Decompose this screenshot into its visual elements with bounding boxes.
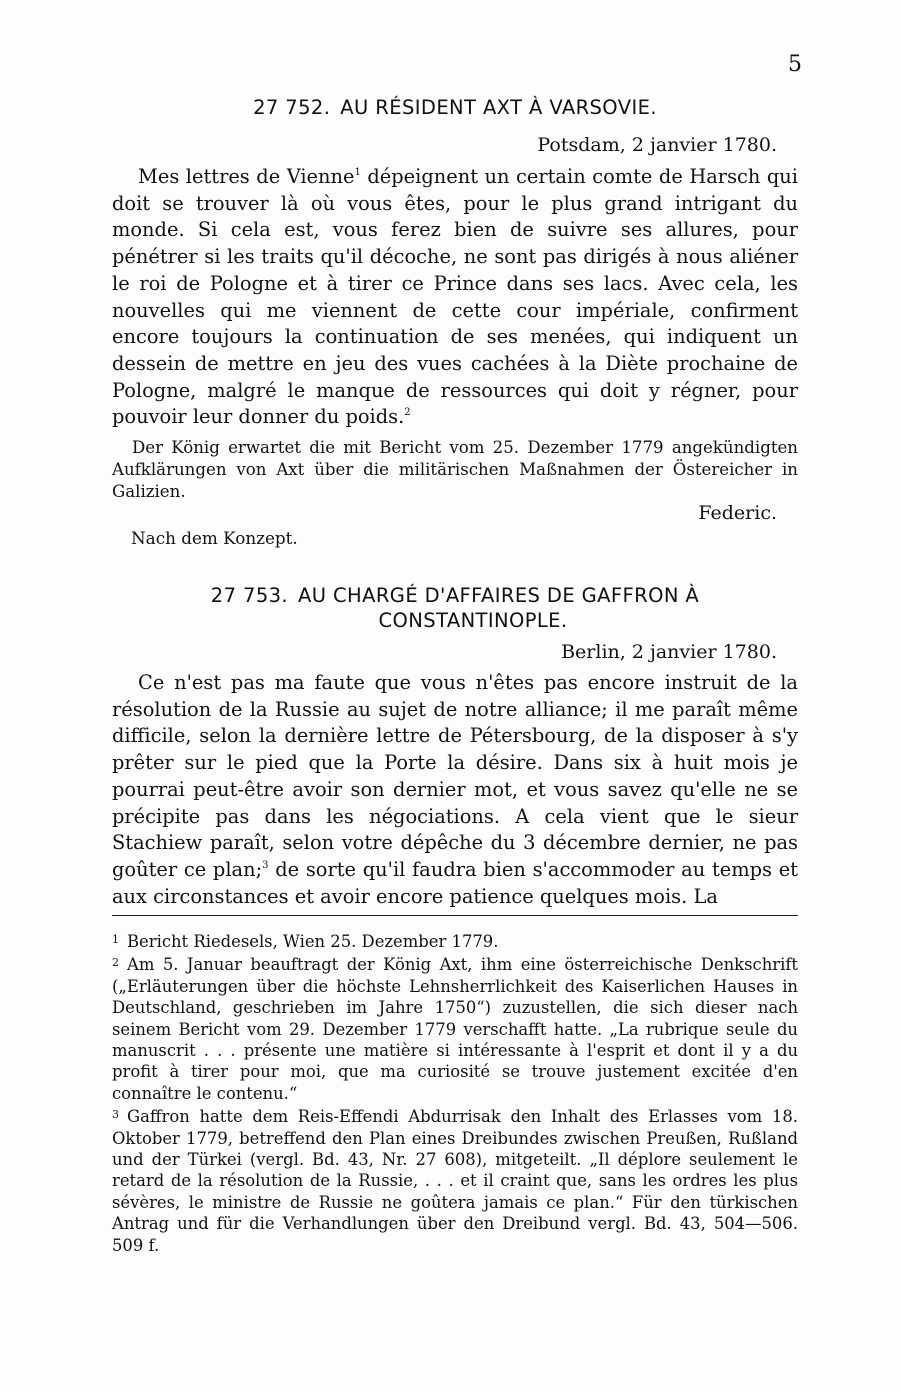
body-text: Ce n'est pas ma faute que vous n'êtes pas encore instruit de la résolution de la Russie au sujet de notre alliance; il me paraît même difficile, selon la dernière lettre de Pétersbourg, de la disposer à s'y prêter sur le pied que la Porte la désire. Dans six à huit mois je pourrai peut-être avoir son dernier mot, et vous savez qu'elle ne se précipite pas dans les négociations. A cela vient que le sieur Stachiew paraît, selon votre dépêche du 3 décembre dernier, ne pas goûter ce plan; xyxy=(112,671,798,881)
footnotes xyxy=(112,929,798,1256)
source-note: Nach dem Konzept. xyxy=(131,528,298,548)
footnote-ref: 3 xyxy=(262,859,269,871)
body-text: Mes lettres de Vienne xyxy=(138,165,355,188)
summary-text: Der König erwartet die mit Bericht vom 25. Dezember 1779 angekündigten Aufklärungen von Axt über die militärischen Maßnahmen der Östereicher in Galizien. xyxy=(112,438,798,501)
footnote-text: Bericht Riedesels, Wien 25. Dezember 1779. xyxy=(127,932,499,951)
body-text: dépeignent un certain comte de Harsch qui doit se trouver là où vous êtes, pour le plus grand intrigant du monde. Si cela est, vous ferez bien de suivre ses allures, pour pénétrer si les traits qu'il décoche, ne sont pas dirigés à nous aliéner le roi de Pologne et à tirer ce Prince dans ses lacs. Avec cela, les nouvelles qui me viennent de cette cour impériale, confirment encore toujours la continuation de ses menées, qui indiquent un dessein de mettre en jeu des vues cachées à la Diète prochaine de Pologne, malgré le manque de ressources qui doit y régner, pour pouvoir leur donner du poids. xyxy=(112,165,798,429)
footnote-text: Am 5. Januar beauftragt der König Axt, ihm eine österreichische Denkschrift („Erläuterungen über die höchste Lehnsherrlichkeit des Kaiserlichen Hauses in Deutschland, geschrieben im Jahre 1750“) zuzustellen, die sich dieser nach seinem Bericht vom 29. Dezember 1779 verschafft hatte. „La rubrique seule du manuscrit . . . présente une matière si intéressante à l'esprit et dont il y a du profit à tirer pour moi, que ma curiosité se trouve justement excitée d'en connaître le contenu.“ xyxy=(112,955,798,1103)
page-number: 5 xyxy=(788,52,802,77)
letter-heading-27753 xyxy=(110,584,800,632)
letter-title-line2: CONSTANTINOPLE. xyxy=(378,609,568,632)
signature: Federic. xyxy=(698,502,777,524)
footnote-3 xyxy=(112,1104,798,1256)
letter-body xyxy=(112,670,798,910)
letter-number: 27 753. xyxy=(210,584,289,607)
editorial-summary xyxy=(112,437,798,503)
letter-heading-27752 xyxy=(110,96,800,119)
letter-dateline: Potsdam, 2 janvier 1780. xyxy=(537,134,777,156)
footnote-2 xyxy=(112,952,798,1104)
footnote-1 xyxy=(112,929,798,952)
body-text: de sorte qu'il faudra bien s'accommoder au temps et aux circonstances et avoir encore patience quelques mois. La xyxy=(112,857,798,908)
footnote-ref: 2 xyxy=(404,407,411,419)
footnote-text: Gaffron hatte dem Reis-Effendi Abdurrisak den Inhalt des Erlasses vom 18. Oktober 1779, betreffend den Plan eines Dreibundes zwischen Preußen, Rußland und der Türkei (vergl. Bd. 43, Nr. 27 608), mitgeteilt. „Il déplore seulement le retard de la résolution de la Russie, . . . et il craint que, sans les ordres les plus sévères, le ministre de Russie ne goûtera jamais ce plan.“ Für den türkischen Antrag und für die Verhandlungen über den Dreibund vergl. Bd. 43, 504—506. 509 f. xyxy=(112,1107,798,1255)
footnote-mark: 3 xyxy=(112,1108,119,1122)
letter-title: AU RÉSIDENT AXT À VARSOVIE. xyxy=(340,96,657,119)
letter-dateline: Berlin, 2 janvier 1780. xyxy=(561,641,777,663)
footnote-divider xyxy=(112,915,798,916)
letter-body xyxy=(112,164,798,431)
footnote-mark: 1 xyxy=(112,933,119,946)
footnote-ref: 1 xyxy=(354,167,361,178)
letter-number: 27 752. xyxy=(253,96,331,119)
footnote-mark: 2 xyxy=(112,956,119,970)
letter-title-line1: AU CHARGÉ D'AFFAIRES DE GAFFRON À xyxy=(298,584,700,607)
